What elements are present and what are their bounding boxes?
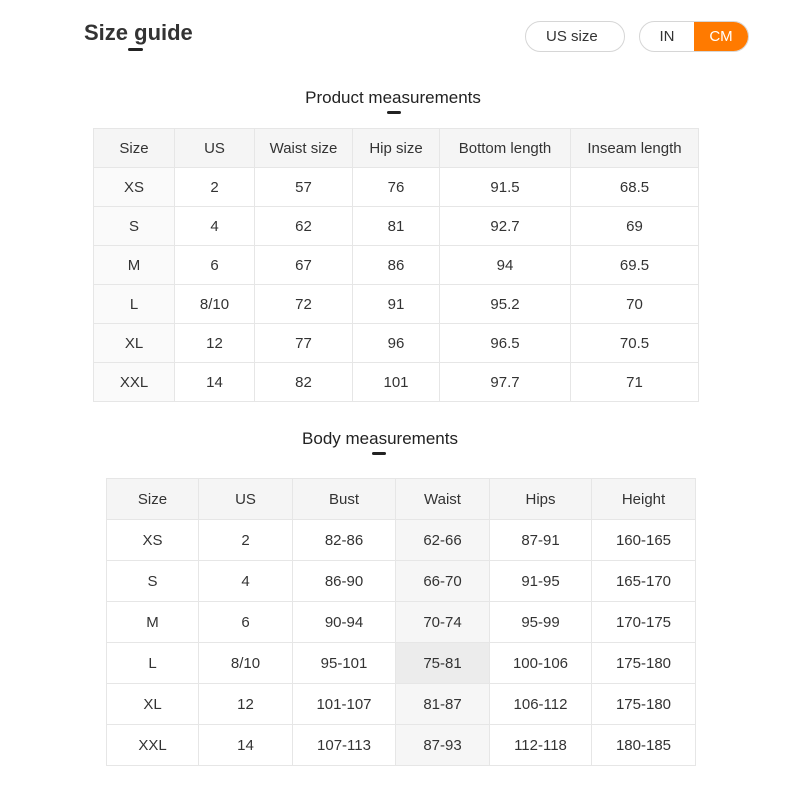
table-row [94,285,699,324]
table-cell: 76 [353,168,440,207]
body-section-title: Body measurements [302,429,458,448]
table-cell: XL [94,324,175,363]
table-cell: 175-180 [592,643,696,684]
table-cell: 112-118 [490,725,592,766]
table-cell: 6 [175,246,255,285]
table-cell: 68.5 [571,168,699,207]
table-row [107,561,696,602]
table-header-row [107,479,696,520]
table-cell: 165-170 [592,561,696,602]
table-cell: 82-86 [293,520,396,561]
table-cell: XXL [107,725,199,766]
table-header-row [94,129,699,168]
table-cell: 82 [255,363,353,402]
unit-option-cm[interactable]: CM [694,22,748,51]
table-cell: 6 [199,602,293,643]
table-row [107,684,696,725]
table-cell: 81 [353,207,440,246]
table-cell: 70 [571,285,699,324]
table-cell: 97.7 [440,363,571,402]
table-cell: 95-101 [293,643,396,684]
table-cell: 4 [199,561,293,602]
table-cell: 75-81 [396,643,490,684]
table-cell: 180-185 [592,725,696,766]
unit-toggle [639,21,749,52]
product-section-underline [387,111,401,114]
table-cell: XXL [94,363,175,402]
title-underline [128,48,143,51]
table-cell: 62-66 [396,520,490,561]
table-cell: S [94,207,175,246]
column-header: Bust [293,479,396,520]
table-cell: 101 [353,363,440,402]
table-cell: XS [94,168,175,207]
table-cell: L [94,285,175,324]
table-row [94,324,699,363]
table-cell: 72 [255,285,353,324]
product-section-title: Product measurements [305,88,481,107]
table-cell: 69.5 [571,246,699,285]
table-cell: 2 [175,168,255,207]
table-cell: 101-107 [293,684,396,725]
product-measurements-table [93,128,699,402]
table-cell: 4 [175,207,255,246]
table-cell: 96.5 [440,324,571,363]
column-header: Waist [396,479,490,520]
table-cell: 8/10 [175,285,255,324]
table-cell: 77 [255,324,353,363]
table-row [107,520,696,561]
table-row [107,602,696,643]
table-row [107,725,696,766]
table-cell: 91.5 [440,168,571,207]
table-cell: XS [107,520,199,561]
table-cell: M [107,602,199,643]
table-cell: 96 [353,324,440,363]
unit-option-in[interactable]: IN [659,28,675,45]
table-row [94,363,699,402]
table-cell: 95-99 [490,602,592,643]
table-cell: 91-95 [490,561,592,602]
column-header: Size [107,479,199,520]
column-header: Hips [490,479,592,520]
column-header: Waist size [255,129,353,168]
table-cell: 100-106 [490,643,592,684]
table-row [107,643,696,684]
column-header: Bottom length [440,129,571,168]
table-cell: 62 [255,207,353,246]
table-cell: 8/10 [199,643,293,684]
table-cell: S [107,561,199,602]
table-cell: XL [107,684,199,725]
table-cell: 2 [199,520,293,561]
table-cell: 90-94 [293,602,396,643]
table-cell: 12 [175,324,255,363]
table-cell: 81-87 [396,684,490,725]
body-section-underline [372,452,386,455]
table-cell: 170-175 [592,602,696,643]
column-header: US [199,479,293,520]
table-cell: L [107,643,199,684]
column-header: US [175,129,255,168]
table-cell: 70.5 [571,324,699,363]
table-cell: 92.7 [440,207,571,246]
table-cell: 106-112 [490,684,592,725]
table-cell: 87-91 [490,520,592,561]
table-cell: 67 [255,246,353,285]
column-header: Inseam length [571,129,699,168]
table-cell: 91 [353,285,440,324]
table-cell: 69 [571,207,699,246]
table-cell: 66-70 [396,561,490,602]
table-cell: 14 [199,725,293,766]
table-cell: 95.2 [440,285,571,324]
column-header: Size [94,129,175,168]
size-system-select[interactable]: US size [525,21,625,52]
column-header: Height [592,479,696,520]
column-header: Hip size [353,129,440,168]
table-row [94,168,699,207]
table-cell: 12 [199,684,293,725]
table-row [94,207,699,246]
table-cell: M [94,246,175,285]
page-title: Size guide [84,20,193,45]
table-cell: 14 [175,363,255,402]
table-cell: 160-165 [592,520,696,561]
table-cell: 86-90 [293,561,396,602]
table-cell: 70-74 [396,602,490,643]
table-cell: 175-180 [592,684,696,725]
table-cell: 107-113 [293,725,396,766]
table-cell: 57 [255,168,353,207]
table-cell: 71 [571,363,699,402]
table-cell: 86 [353,246,440,285]
table-cell: 94 [440,246,571,285]
table-cell: 87-93 [396,725,490,766]
body-measurements-table [106,478,696,766]
table-row [94,246,699,285]
